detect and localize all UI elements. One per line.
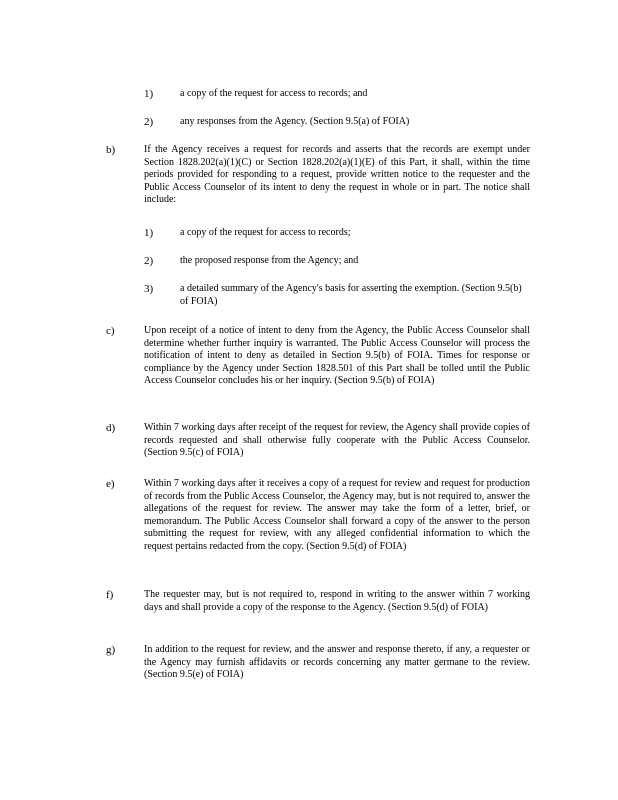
paragraph-text: Upon receipt of a notice of intent to deny from the Agency, the Public Access Counselor shall determine whether further inquiry is warranted. The Public Access Counselor will process the notification of intent to deny as detailed in Section 9.5(b) of FOIA. Times for response or compliance by the Agency under Section 1828.501 of this Part shall be tolled until the Public Access Counselor concludes his or her inquiry. (Section 9.5(b) of FOIA) xyxy=(144,325,530,386)
item-number: 2) xyxy=(144,255,154,267)
item-text: a copy of the request for access to records; xyxy=(180,227,351,238)
paragraph-text: In addition to the request for review, and the answer and response thereto, if any, a requester or the Agency may furnish affidavits or records concerning any matter germane to the review. (Section 9.5(e) of FOIA) xyxy=(144,644,530,680)
paragraph-text: If the Agency receives a request for records and asserts that the records are exempt under Section 1828.202(a)(1)(C) or Section 1828.202(a)(1)(E) of this Part, it shall, within the time periods provided for responding to a request, provide written notice to the requester and the Public Access Counselor of its intent to deny the request in whole or in part. The notice shall include: xyxy=(144,144,530,205)
paragraph-marker: d) xyxy=(106,422,116,434)
paragraph-text: The requester may, but is not required to, respond in writing to the answer within 7 working days and shall provide a copy of the response to the Agency. (Section 9.5(d) of FOIA) xyxy=(144,589,530,613)
item-number: 1) xyxy=(144,88,154,100)
paragraph-marker: f) xyxy=(106,589,114,601)
item-text: the proposed response from the Agency; and xyxy=(180,255,359,266)
item-number: 2) xyxy=(144,116,154,128)
item-text: a detailed summary of the Agency's basis for asserting the exemption. (Section 9.5(b) of FOIA) xyxy=(180,283,522,307)
paragraph-marker: b) xyxy=(106,144,116,156)
item-text: a copy of the request for access to records; and xyxy=(180,88,368,99)
paragraph-text: Within 7 working days after receipt of the request for review, the Agency shall provide copies of records requested and shall otherwise fully cooperate with the Public Access Counselor. (Section 9.5(c) of FOIA) xyxy=(144,422,530,458)
item-text: any responses from the Agency. (Section 9.5(a) of FOIA) xyxy=(180,116,410,127)
paragraph-marker: g) xyxy=(106,644,116,656)
paragraph-text: Within 7 working days after it receives a copy of a request for review and request for production of records from the Public Access Counselor, the Agency may, but is not required to, answer the allegations of the request for review. The answer may take the form of a letter, brief, or memorandum. The Public Access Counselor shall forward a copy of the answer to the person submitting the request for review, with any alleged confidential information to which the request pertains redacted from the copy. (Section 9.5(d) of FOIA) xyxy=(144,478,530,552)
paragraph-marker: c) xyxy=(106,325,115,337)
item-number: 1) xyxy=(144,227,154,239)
paragraph-marker: e) xyxy=(106,478,115,490)
item-number: 3) xyxy=(144,283,154,295)
